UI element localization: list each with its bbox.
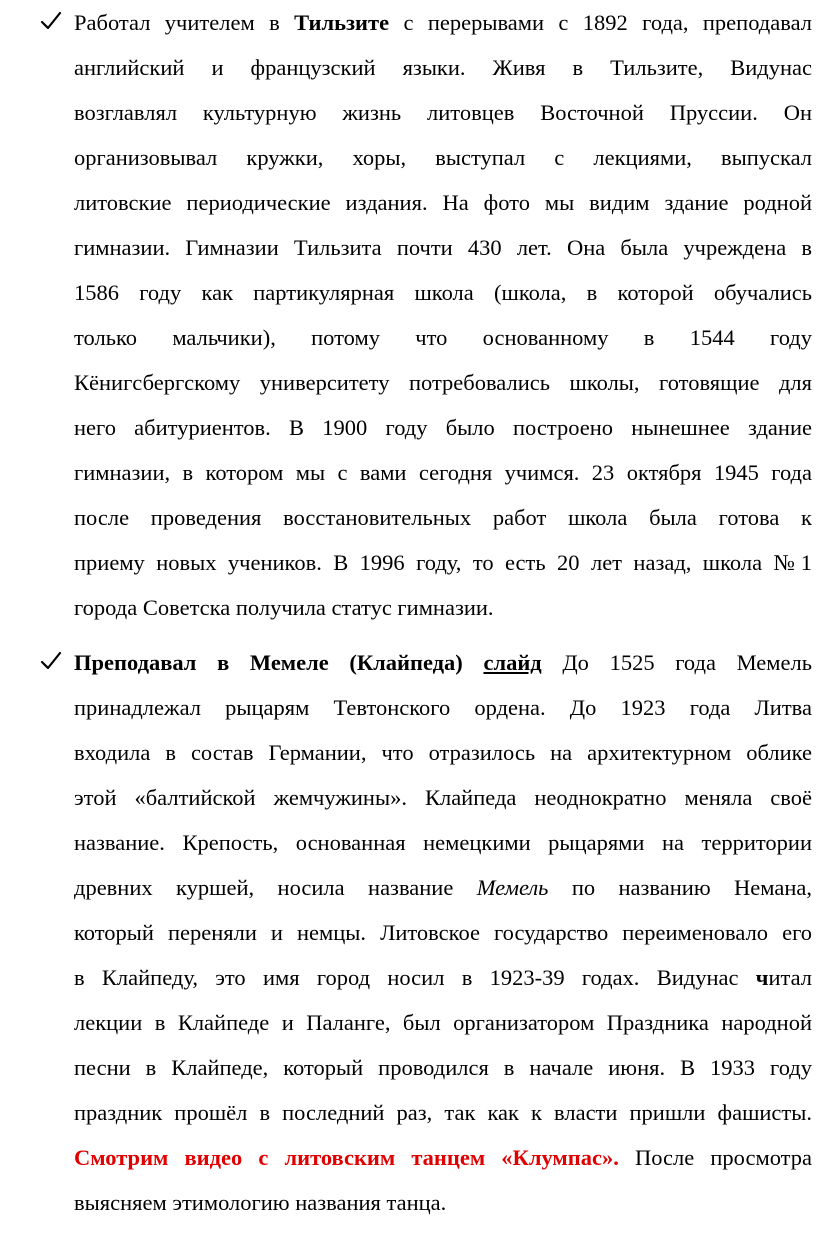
text-line	[74, 360, 812, 405]
text-line	[74, 775, 812, 820]
text-run: Работал учителем в	[74, 10, 295, 35]
text-run: лекции в Клайпеде и Паланге, был организатором Праздника народной	[74, 1010, 812, 1035]
text-run: литовские периодические издания. На фото мы видим здание родной	[74, 190, 812, 215]
text-line	[74, 865, 812, 910]
text-line	[74, 270, 812, 315]
text-run: название. Крепость, основанная немецкими рыцарями на территории	[74, 830, 812, 855]
text-run: с перерывами с 1892 года, преподавал	[389, 10, 812, 35]
text-line	[74, 1180, 812, 1225]
text-line	[74, 45, 812, 90]
text-run: по названию Немана,	[548, 875, 812, 900]
text-line	[74, 180, 812, 225]
text-line	[74, 640, 812, 685]
text-line	[74, 685, 812, 730]
text-run: гимназии. Гимназии Тильзита почти 430 лет. Она была учреждена в	[74, 235, 812, 260]
text-line	[74, 450, 812, 495]
text-run: принадлежал рыцарям Тевтонского ордена. До 1923 года Литва	[74, 695, 812, 720]
text-run: гимназии, в котором мы с вами сегодня учимся. 23 октября 1945 года	[74, 460, 812, 485]
text-run: него абитуриентов. В 1900 году было построено нынешнее здание	[74, 415, 812, 440]
text-run: только мальчики), потому что основанному в 1544 году	[74, 325, 812, 350]
text-line	[74, 315, 812, 360]
list-item-memel	[74, 640, 812, 1225]
text-line	[74, 540, 812, 585]
bold-text: Преподавал в Мемеле (Клайпеда)	[74, 650, 484, 675]
list-item-tilsit	[74, 0, 812, 630]
text-run: выясняем этимологию названия танца.	[74, 1190, 447, 1215]
text-run: организовывал кружки, хоры, выступал с лекциями, выпускал	[74, 145, 812, 170]
text-run: города Советска получила статус гимназии.	[74, 595, 494, 620]
text-run: итал	[768, 965, 812, 990]
text-run: в Клайпеду, это имя город носил в 1923-39 годах. Видунас	[74, 965, 756, 990]
text-line	[74, 910, 812, 955]
text-line	[74, 820, 812, 865]
text-line	[74, 955, 812, 1000]
text-line	[74, 1000, 812, 1045]
checkmark-icon	[40, 10, 62, 32]
italic-text: Мемель	[476, 875, 549, 900]
text-line	[74, 0, 812, 45]
text-run: после проведения восстановительных работ школа была готова к	[74, 505, 812, 530]
checkmark-icon	[40, 650, 62, 672]
text-line	[74, 730, 812, 775]
bold-text: ч	[755, 965, 769, 990]
text-run: До 1525 года Мемель	[541, 650, 812, 675]
text-run: этой «балтийской жемчужины». Клайпеда неоднократно меняла своё	[74, 785, 812, 810]
text-line	[74, 495, 812, 540]
text-run: После просмотра	[618, 1145, 813, 1170]
text-run: 1586 году как партикулярная школа (школа, в которой обучались	[74, 280, 812, 305]
text-line	[74, 585, 812, 630]
text-run: который переняли и немцы. Литовское государство переименовало его	[74, 920, 812, 945]
slide-label: слайд	[483, 650, 542, 675]
paragraph-tilsit	[74, 0, 812, 630]
text-run: возглавлял культурную жизнь литовцев Восточной Пруссии. Он	[74, 100, 812, 125]
text-run: праздник прошёл в последний раз, так как к власти пришли фашисты.	[74, 1100, 812, 1125]
paragraph-memel	[74, 640, 812, 1225]
text-run: входила в состав Германии, что отразилось на архитектурном облике	[74, 740, 812, 765]
highlight-text: Смотрим видео с литовским танцем «Клумпас».	[74, 1145, 619, 1170]
text-line	[74, 405, 812, 450]
text-line	[74, 1090, 812, 1135]
bold-text: Тильзите	[294, 10, 390, 35]
text-run: древних куршей, носила название	[74, 875, 477, 900]
text-run: английский и французский языки. Живя в Тильзите, Видунас	[74, 55, 812, 80]
text-line	[74, 90, 812, 135]
text-line	[74, 1135, 812, 1180]
text-run: приему новых учеников. В 1996 году, то есть 20 лет назад, школа №1	[74, 550, 812, 575]
text-line	[74, 225, 812, 270]
text-run: песни в Клайпеде, который проводился в начале июня. В 1933 году	[74, 1055, 812, 1080]
text-run: Кёнигсбергскому университету потребовались школы, готовящие для	[74, 370, 812, 395]
text-line	[74, 135, 812, 180]
text-line	[74, 1045, 812, 1090]
